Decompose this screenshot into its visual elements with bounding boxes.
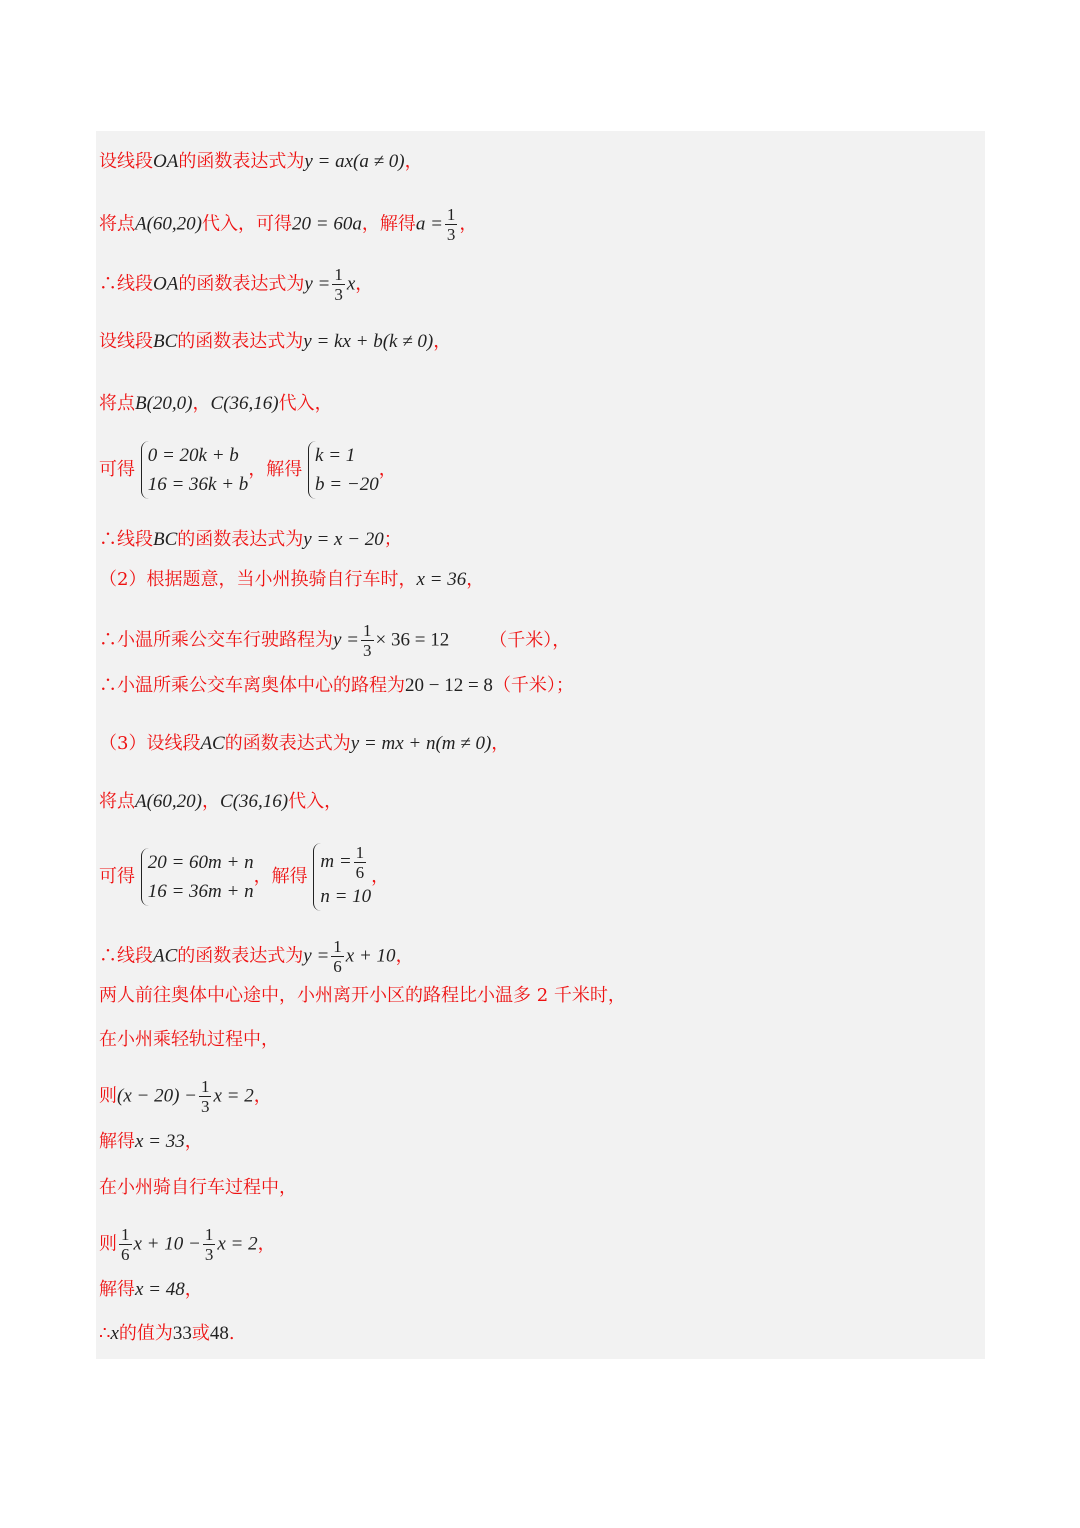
text: 或 — [191, 1323, 210, 1344]
line-3 — [99, 265, 373, 304]
formula: y = — [304, 273, 331, 295]
text: ∴线段 — [99, 273, 153, 295]
line-10 — [99, 675, 574, 697]
text: （3）设线段 — [99, 733, 201, 754]
line-20 — [99, 1225, 276, 1264]
segment-label: OA — [153, 273, 179, 295]
formula: (x − 20) − — [117, 1085, 197, 1107]
text: 的函数表达式为 — [178, 273, 305, 295]
formula: y = — [333, 629, 360, 651]
text: 代入， — [278, 393, 333, 414]
formula: y = x − 20 — [303, 529, 384, 550]
variable: x — [110, 1323, 119, 1344]
point: A(60,20) — [135, 213, 203, 235]
segment-label: AC — [200, 733, 225, 754]
punct: ； — [383, 529, 402, 550]
text: 可得 — [99, 866, 135, 887]
point: C(36,16) — [220, 791, 289, 812]
line-5 — [99, 393, 333, 415]
point: A(60,20) — [135, 791, 203, 812]
text: 将点 — [99, 791, 135, 812]
formula: y = — [303, 945, 330, 967]
segment-label: OA — [153, 151, 179, 172]
line-17 — [99, 1077, 272, 1116]
formula: y = kx + b(k ≠ 0) — [303, 331, 434, 352]
fraction — [354, 843, 367, 882]
formula: x = 2 — [217, 1233, 258, 1255]
line-16 — [99, 1029, 279, 1051]
formula: x — [346, 273, 356, 295]
equation-system — [141, 848, 254, 906]
text: 将点 — [99, 393, 135, 414]
numerator: 1 — [355, 843, 365, 862]
line-19 — [99, 1177, 297, 1199]
segment-label: AC — [153, 945, 178, 967]
fraction — [119, 1225, 132, 1264]
formula: x = 33 — [135, 1131, 185, 1152]
equation: 0 = 20k + b — [147, 445, 239, 466]
denominator: 3 — [446, 225, 456, 244]
text: 则 — [99, 1085, 117, 1107]
text: 的函数表达式为 — [177, 529, 304, 550]
punct: ， — [253, 1085, 272, 1107]
text: 的值为 — [118, 1323, 173, 1344]
numerator: 1 — [333, 937, 342, 956]
formula: 20 = 60a — [292, 213, 362, 235]
fraction — [332, 265, 345, 304]
denominator: 6 — [121, 1245, 130, 1264]
text: 代入，可得 — [202, 213, 293, 235]
punct: ， — [257, 1233, 276, 1255]
punct: ， — [395, 945, 414, 967]
text: 设线段 — [99, 151, 153, 172]
formula: x = 48 — [135, 1279, 185, 1300]
line-13 — [99, 843, 389, 911]
fraction — [203, 1225, 216, 1264]
line-21 — [99, 1279, 203, 1301]
text: ∴线段 — [99, 945, 153, 967]
punct: ， — [378, 459, 397, 480]
equation: 16 = 36m + n — [147, 881, 254, 902]
line-12 — [99, 791, 342, 813]
punct: ， — [404, 151, 423, 172]
numerator: 1 — [204, 1225, 214, 1244]
punct: ， — [202, 791, 221, 812]
text: 两人前往奥体中心途中，小州离开小区的路程比小温多 2 千米时， — [99, 985, 626, 1006]
text: ∴小温所乘公交车离奥体中心的路程为 — [99, 675, 405, 696]
text: 的函数表达式为 — [224, 733, 351, 754]
punct: ， — [192, 393, 211, 414]
text: ∴ — [99, 1323, 111, 1344]
equation-system — [141, 441, 249, 499]
formula: 20 − 12 = 8 — [405, 675, 493, 696]
unit: （千米）； — [492, 675, 574, 696]
unit: （千米）， — [489, 629, 571, 651]
punct: ， — [184, 1279, 203, 1300]
text: 的函数表达式为 — [177, 945, 304, 967]
value: 48 — [209, 1323, 229, 1344]
punct: ， — [491, 733, 510, 754]
formula: x + 10 — [345, 945, 396, 967]
equation: b = −20 — [315, 474, 379, 495]
solution-system — [308, 441, 379, 499]
text: 可得 — [99, 459, 135, 480]
punct: ， — [459, 213, 478, 235]
punct: ， — [466, 569, 485, 590]
denominator: 6 — [333, 957, 342, 976]
denominator: 6 — [355, 863, 365, 882]
fraction — [445, 205, 458, 244]
denominator: 3 — [334, 285, 343, 304]
line-2 — [99, 205, 477, 244]
text: 将点 — [99, 213, 135, 235]
equation: n = 10 — [320, 886, 372, 907]
numerator: 1 — [121, 1225, 130, 1244]
fraction — [199, 1077, 212, 1116]
text: 的函数表达式为 — [178, 151, 305, 172]
equation: m = — [320, 850, 352, 872]
line-11 — [99, 733, 509, 755]
equation: 16 = 36k + b — [147, 474, 249, 495]
denominator: 3 — [204, 1245, 214, 1264]
line-15 — [99, 985, 626, 1007]
denominator: 3 — [200, 1097, 210, 1116]
text: ，解得 — [361, 213, 416, 235]
segment-label: BC — [153, 529, 178, 550]
solution-page — [96, 131, 985, 1359]
punct: ， — [184, 1131, 203, 1152]
punct: ， — [355, 273, 374, 295]
numerator: 1 — [200, 1077, 210, 1096]
denominator: 3 — [363, 641, 372, 660]
text: 解得 — [99, 1279, 135, 1300]
solution-system — [313, 843, 371, 911]
text: 的函数表达式为 — [177, 331, 304, 352]
formula: × 36 = 12 — [375, 629, 450, 651]
punct: . — [228, 1323, 235, 1344]
text: ，解得 — [253, 866, 308, 887]
line-6 — [99, 441, 397, 499]
line-18 — [99, 1131, 203, 1153]
text: ∴小温所乘公交车行驶路程为 — [99, 629, 333, 651]
line-7 — [99, 529, 402, 551]
text: 解得 — [99, 1131, 135, 1152]
text: （2）根据题意，当小州换骑自行车时， — [99, 569, 417, 590]
text: 代入， — [288, 791, 343, 812]
point: B(20,0) — [135, 393, 193, 414]
line-22 — [99, 1323, 235, 1345]
fraction — [361, 621, 374, 660]
formula: x = 36 — [416, 569, 467, 590]
text: ∴线段 — [99, 529, 153, 550]
fraction — [331, 937, 344, 976]
formula: y = ax(a ≠ 0) — [304, 151, 405, 172]
text: 则 — [99, 1233, 117, 1255]
text: 设线段 — [99, 331, 153, 352]
equation: k = 1 — [315, 445, 356, 466]
segment-label: BC — [153, 331, 178, 352]
text: 在小州骑自行车过程中， — [99, 1177, 297, 1198]
formula: x + 10 − — [133, 1233, 201, 1255]
formula: x = 2 — [213, 1085, 254, 1107]
formula: a = — [415, 213, 443, 235]
line-8 — [99, 569, 484, 591]
punct: ， — [433, 331, 452, 352]
line-9 — [99, 621, 570, 660]
text: 在小州乘轻轨过程中， — [99, 1029, 279, 1050]
point: C(36,16) — [210, 393, 279, 414]
value: 33 — [172, 1323, 192, 1344]
punct: ， — [371, 866, 390, 887]
line-1 — [99, 151, 423, 173]
numerator: 1 — [334, 265, 343, 284]
numerator: 1 — [363, 621, 372, 640]
line-4 — [99, 331, 451, 353]
equation: 20 = 60m + n — [147, 852, 254, 873]
numerator: 1 — [446, 205, 456, 224]
formula: y = mx + n(m ≠ 0) — [350, 733, 492, 754]
line-14 — [99, 937, 414, 976]
text: ，解得 — [248, 459, 303, 480]
